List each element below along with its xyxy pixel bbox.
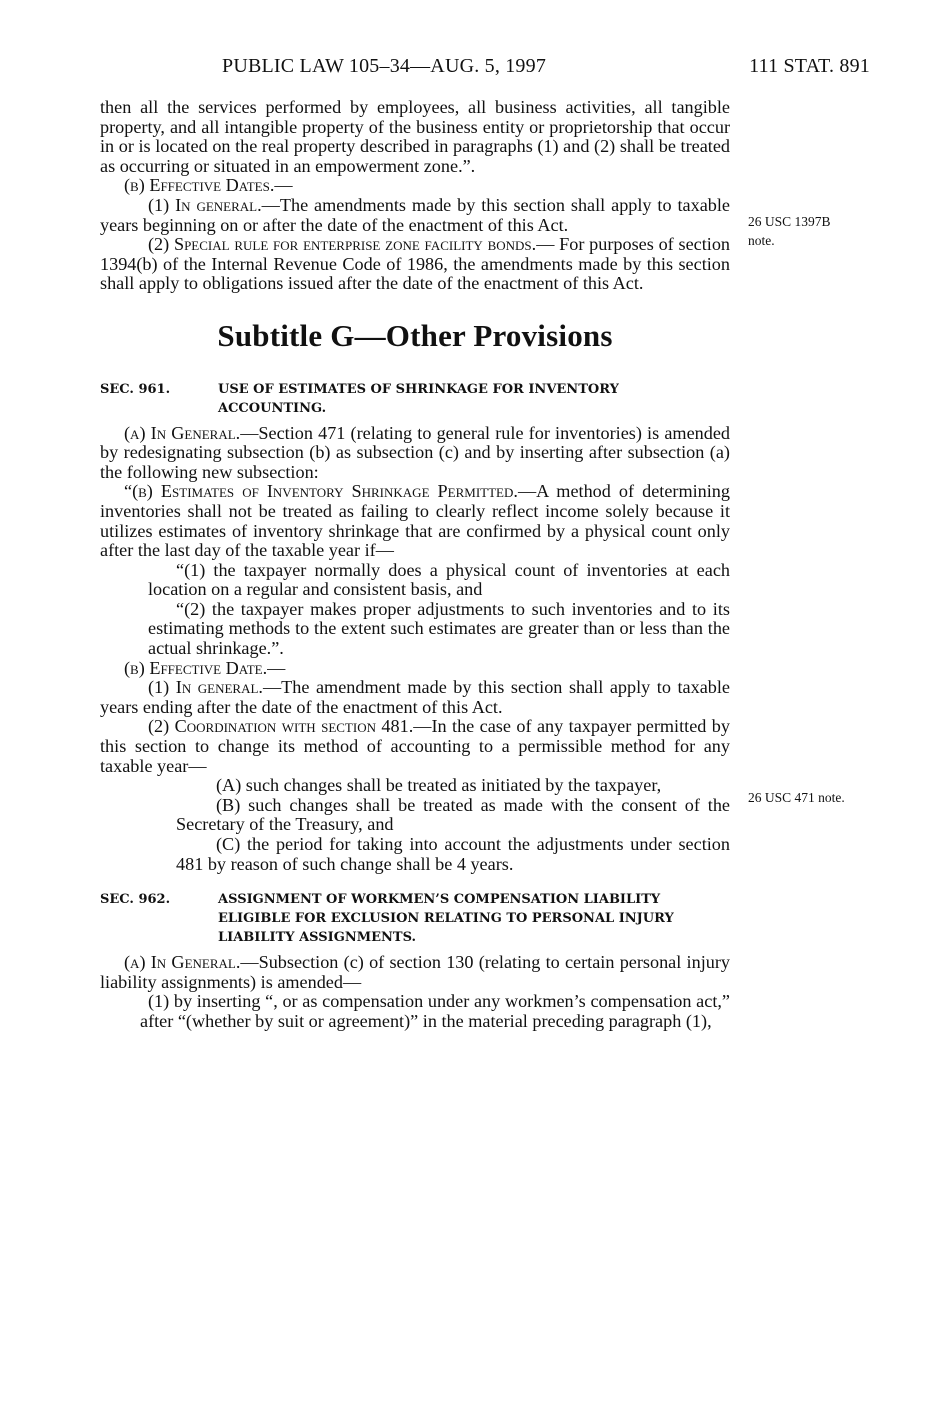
document-body (100, 98, 730, 1032)
running-head: PUBLIC LAW 105–34—AUG. 5, 1997 (222, 55, 547, 77)
section-title: ASSIGNMENT OF WORKMEN’S COMPENSATION LIABILITY ELIGIBLE FOR EXCLUSION RELATING TO PERSONAL INJURY LIABILITY ASSIGNMENTS. (218, 892, 674, 946)
paragraph-heading: (1) In general. (148, 677, 263, 698)
paragraph-text: —Section 471 (relating to general rule for inventories) is amended by redesignating subsection (b) as subsection (c) and by inserting after subsection (a) the following new subsection: (100, 422, 730, 482)
paragraph (100, 424, 730, 483)
paragraph (100, 176, 730, 196)
paragraph: (B) such changes shall be treated as made with the consent of the Secretary of the Treasury, and (176, 794, 730, 835)
paragraph: (A) such changes shall be treated as initiated by the taxpayer, (216, 775, 662, 796)
paragraph-text: —In the case of any taxpayer permitted by this section to change its method of accounting to a permissible method for any taxable year— (100, 716, 730, 776)
paragraph: “(2) the taxpayer makes proper adjustments to such inventories and to its estimating methods to the extent such estimates are greater than or less than the actual shrinkage.”. (148, 598, 730, 659)
section-heading-961 (100, 380, 730, 418)
paragraph-heading: (2) Coordination with section 481. (148, 716, 414, 737)
section-heading-962 (100, 890, 730, 947)
paragraph (100, 482, 730, 560)
margin-note-471 (748, 788, 845, 807)
section-title: USE OF ESTIMATES OF SHRINKAGE FOR INVENTORY ACCOUNTING. (218, 381, 619, 416)
paragraph-text: —A method of determining inventories shall not be treated as failing to clearly reflect income solely because it utilizes estimates of inventory shrinkage that are confirmed by a physical count only after the last day of the taxable year if— (100, 481, 730, 561)
paragraph-text: — For purposes of section 1394(b) of the Internal Revenue Code of 1986, the amendments made by this section shall apply to obligations issued after the date of the enactment of this Act. (100, 234, 731, 294)
paragraph-text: —Subsection (c) of section 130 (relating to certain personal injury liability assignments) is amended— (100, 952, 730, 992)
paragraph-heading: (a) In General. (124, 952, 241, 973)
paragraph-heading: (b) Effective Date.— (124, 657, 286, 678)
paragraph-text: —The amendments made by this section shall apply to taxable years beginning on or after the date of the enactment of this Act. (100, 194, 730, 235)
section-number: SEC. 961. (100, 381, 171, 397)
subtitle-heading: Subtitle G—Other Provisions (217, 317, 613, 353)
paragraph: (1) by inserting “, or as compensation under any workmen’s compensation act,” after “(whether by suit or agreement)” in the material preceding paragraph (1), (140, 991, 730, 1031)
page-header (100, 55, 870, 85)
paragraph-heading: (b) Effective Dates.— (124, 175, 293, 196)
paragraph (100, 678, 730, 717)
paragraph: then all the services performed by employees, all business activities, all tangible property, and all intangible property of the business entity or proprietorship that occur in or is located on the real property described in paragraphs (1) and (2) shall be treated as occurring or situated in an empowerment zone.”. (100, 97, 730, 176)
paragraph (100, 196, 730, 235)
paragraph-heading: (1) In general. (148, 194, 262, 215)
paragraph (100, 235, 730, 294)
stat-page-number: 111 STAT. 891 (749, 55, 870, 77)
paragraph (100, 717, 730, 776)
margin-note-line: 26 USC 1397B (748, 214, 831, 229)
margin-note-line: note. (748, 233, 775, 248)
paragraph-heading: (2) Special rule for enterprise zone facility bonds. (148, 234, 537, 255)
paragraph: (C) the period for taking into account the adjustments under section 481 by reason of such change shall be 4 years. (176, 834, 730, 874)
paragraph-heading: “(b) Estimates of Inventory Shrinkage Permitted. (124, 481, 518, 502)
paragraph (100, 659, 730, 679)
paragraph: “(1) the taxpayer normally does a physical count of inventories at each location on a regular and consistent basis, and (148, 559, 730, 600)
paragraph (100, 953, 730, 992)
paragraph-heading: (a) In General. (124, 422, 241, 443)
paragraph-text: —The amendment made by this section shall apply to taxable years ending after the date of the enactment of this Act. (100, 677, 731, 717)
margin-note-1397b (748, 212, 831, 250)
margin-note-line: 26 USC 471 note. (748, 790, 845, 805)
section-number: SEC. 962. (100, 892, 171, 908)
